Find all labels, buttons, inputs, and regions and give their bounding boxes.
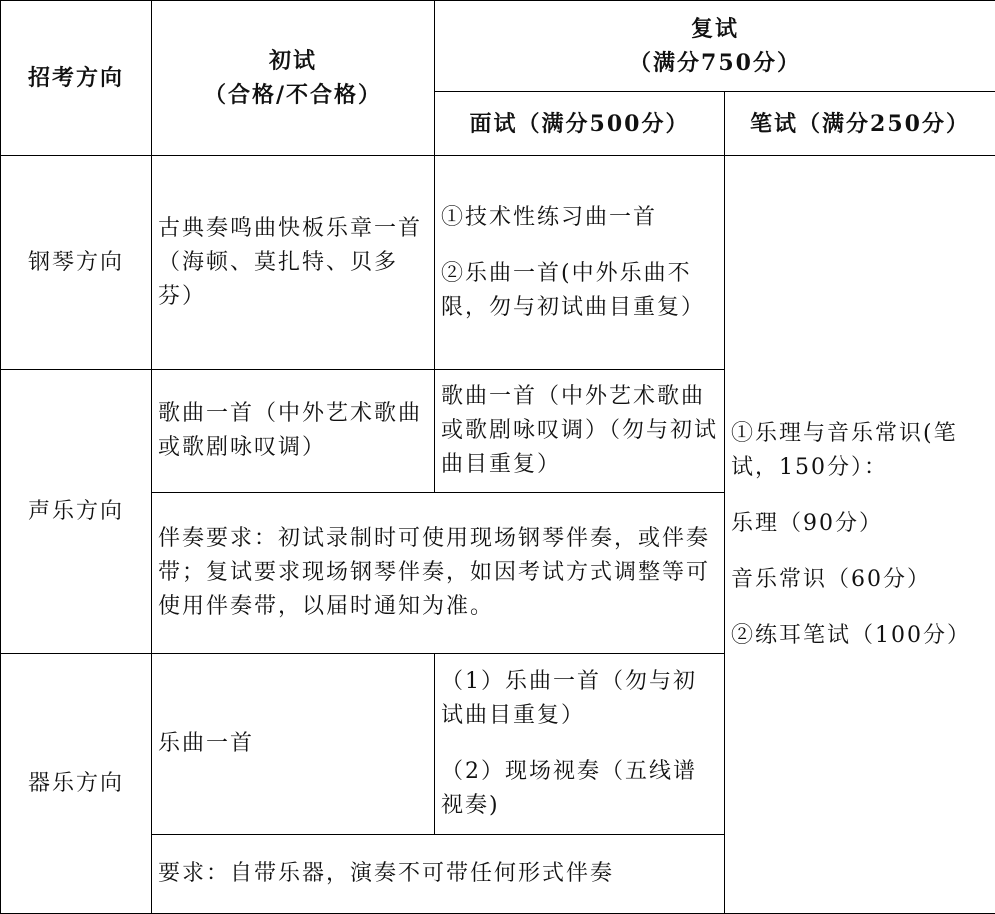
vocal-prelim: 歌曲一首（中外艺术歌曲或歌剧咏叹调）: [152, 370, 435, 493]
header-prelim: [152, 1, 435, 156]
piano-direction: 钢琴方向: [1, 156, 152, 370]
header-retest-title: 复试: [441, 12, 989, 46]
header-retest-sub: （满分750分）: [441, 46, 989, 80]
instrumental-prelim: 乐曲一首: [152, 654, 435, 835]
header-prelim-sub: （合格/不合格）: [158, 78, 428, 112]
piano-interview: [435, 156, 725, 370]
instrumental-requirement: 要求：自带乐器，演奏不可带任何形式伴奏: [152, 835, 725, 914]
piano-interview-1: ①技术性练习曲一首: [441, 201, 718, 235]
piano-interview-2: ②乐曲一首(中外乐曲不限，勿与初试曲目重复）: [441, 257, 718, 325]
header-interview: 面试（满分500分）: [435, 92, 725, 156]
header-prelim-title: 初试: [158, 44, 428, 78]
piano-prelim: 古典奏鸣曲快板乐章一首（海顿、莫扎特、贝多芬）: [152, 156, 435, 370]
instrumental-interview: [435, 654, 725, 835]
header-retest: [435, 1, 995, 92]
instrumental-interview-2: （2）现场视奏（五线谱视奏): [441, 755, 718, 823]
vocal-accompaniment: 伴奏要求：初试录制时可使用现场钢琴伴奏，或伴奏带；复试要求现场钢琴伴奏，如因考试方式调整等可使用伴奏带，以届时通知为准。: [152, 493, 725, 654]
written-line-2: 乐理（90分）: [731, 507, 989, 541]
instrumental-interview-1: （1）乐曲一首（勿与初试曲目重复）: [441, 665, 718, 733]
written-line-3: 音乐常识（60分）: [731, 563, 989, 597]
vocal-interview: 歌曲一首（中外艺术歌曲或歌剧咏叹调）（勿与初试曲目重复）: [435, 370, 725, 493]
written-line-4: ②练耳笔试（100分）: [731, 619, 989, 653]
instrumental-direction: 器乐方向: [1, 654, 152, 914]
header-direction: 招考方向: [1, 1, 152, 156]
vocal-direction: 声乐方向: [1, 370, 152, 654]
written-line-1: ①乐理与音乐常识(笔试，150分）：: [731, 417, 989, 485]
header-written: 笔试（满分250分）: [725, 92, 995, 156]
written-exam: [725, 156, 995, 914]
